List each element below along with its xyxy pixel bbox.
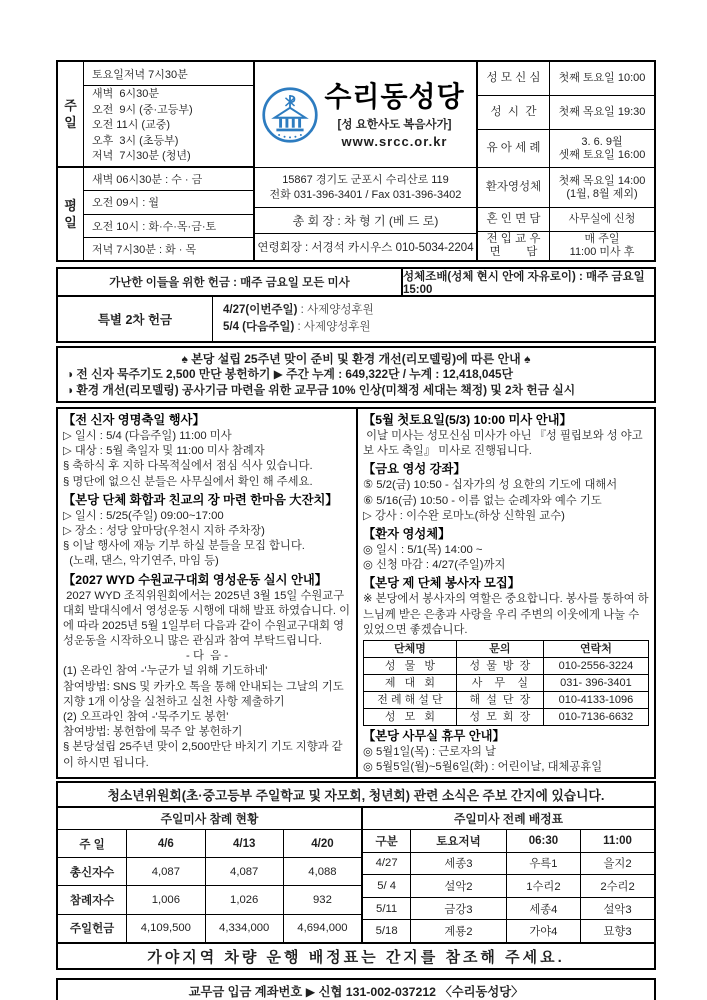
mass-time: 저녁 7시30분 : 화 · 목 <box>92 243 197 256</box>
section-title: 【2027 WYD 수원교구대회 영성운동 실시 안내】 <box>63 572 328 587</box>
group-name: 성 물 방 <box>364 658 457 675</box>
schedule-label: 환자영성체 <box>478 168 550 207</box>
youth-committee-notice: 청소년위원회(초·중고등부 주일학교 및 자모회, 청년회) 관련 소식은 주보 간지에 있습니다. <box>56 781 656 808</box>
cell-value: 을지2 <box>581 852 654 875</box>
mass-time: 오전 09시 : 월 <box>84 191 253 214</box>
section-wyd-movement <box>63 572 351 771</box>
liturgy-table-title: 주일미사 전례 배정표 <box>453 812 564 826</box>
group-name: 전 례 해 설 단 <box>364 692 457 709</box>
table-row <box>58 914 361 942</box>
section-line: 참여방법: SNS 및 카카오 톡을 통해 안내되는 그날의 기도지향 1개 이상을 실천하고 실천 사항 제출하기 <box>63 680 344 708</box>
cell-value: 4,088 <box>283 858 361 886</box>
section-line: ▷ 장소 : 성당 앞마당(우천시 지하 주차장) <box>63 525 265 538</box>
special-offering-desc: : 사제양성후원 <box>294 321 371 333</box>
account-number-notice: 교무금 입금 계좌번호 ▶ 신협 131-002-037212 〈수리동성당〉 <box>56 978 656 1000</box>
right-column <box>358 409 654 777</box>
row-header: 주 일 <box>58 830 127 858</box>
schedule-value: 매 주일 <box>584 233 620 245</box>
section-line: ▷ 강사 : 이수완 로마노(하상 신학원 교수) <box>363 509 565 522</box>
poor-offering-notice: 가난한 이들을 위한 헌금 : 매주 금요일 모든 미사 <box>58 269 403 295</box>
table-row <box>364 692 649 709</box>
church-patron: [성 요한사도 복음사가] <box>337 118 452 131</box>
table-row <box>363 897 654 920</box>
schedule-row <box>478 96 654 130</box>
gaya-shuttle-notice: 가야지역 차량 운행 배정표는 간지를 참조해 주세요. <box>56 944 656 970</box>
cell-value: 4,109,500 <box>127 914 205 942</box>
column-header: 11:00 <box>581 830 654 852</box>
sunday-label-char: 주 <box>64 98 77 113</box>
schedule-value: 첫째 목요일 14:00 <box>558 174 646 187</box>
anniversary-notice-box <box>56 346 656 403</box>
column-header: 토요저녁 <box>411 830 506 852</box>
table-row <box>363 875 654 898</box>
statistics-block <box>56 808 656 944</box>
section-communion-for-sick <box>363 526 649 573</box>
group-name: 성 모 회 <box>364 709 457 726</box>
anniversary-line: ◑ 전 신자 묵주기도 2,500 만단 봉헌하기 ▶ 주간 누계 : 649,322단 / 누계 : 12,418,045단 <box>66 367 514 381</box>
left-column <box>58 409 358 777</box>
cell-value: 설악2 <box>411 875 506 898</box>
anniversary-title: ♠ 본당 설립 25주년 맞이 준비 및 환경 개선(리모델링)에 따른 안내 ♠ <box>181 352 531 366</box>
schedule-row <box>478 130 654 168</box>
table-row <box>363 920 654 942</box>
cell-value: 묘향3 <box>581 920 654 942</box>
offerings-table <box>56 267 656 343</box>
contact-phone: 010-2556-3224 <box>543 658 648 675</box>
table-row <box>363 830 654 852</box>
contact-phone: 031- 396-3401 <box>543 675 648 692</box>
mass-time: 오전 11시 (교중) <box>92 119 170 132</box>
schedule-value: 3. 6. 9월 <box>581 135 623 148</box>
saturday-mass-time: 토요일저녁 7시30분 <box>84 62 253 86</box>
cell-value: 4,087 <box>127 858 205 886</box>
section-title: 【본당 사무실 휴무 안내】 <box>363 729 505 744</box>
cell-value: 1,006 <box>127 886 205 914</box>
section-first-saturday-mass <box>363 412 649 459</box>
special-offering-date: 4/27(이번주일) <box>223 304 298 316</box>
sunday-mass-times <box>84 86 253 166</box>
church-address: 15867 경기도 군포시 수리산로 119 <box>282 174 449 186</box>
schedule-label: 성 시 간 <box>478 96 550 129</box>
church-phone-fax: 전화 031-396-3401 / Fax 031-396-3402 <box>269 188 462 201</box>
schedule-value: 첫째 목요일 19:30 <box>558 106 646 118</box>
contact-title: 성 물 방 장 <box>456 658 543 675</box>
senior-association-president: 연령회장 : 서경석 카시우스 010-5034-2204 <box>257 242 474 254</box>
section-title: 【전 신자 영명축일 행사】 <box>63 413 205 427</box>
column-header: 문의 <box>456 641 543 658</box>
table-row <box>364 675 649 692</box>
announcement-columns <box>56 407 656 779</box>
sunday-label <box>58 62 84 166</box>
section-title: 【환자 영성체】 <box>363 527 451 542</box>
column-header: 4/20 <box>283 830 361 858</box>
weekday-mass-block <box>58 168 253 260</box>
section-line: ▷ 일시 : 5/25(주일) 09:00~17:00 <box>63 509 224 522</box>
section-line: 참여방법: 봉헌함에 묵주 알 봉헌하기 <box>63 726 243 739</box>
special-offering-label: 특별 2차 헌금 <box>58 297 213 341</box>
mass-time: 새벽 6시30분 <box>92 88 159 101</box>
table-row <box>58 886 361 914</box>
church-address-block <box>255 168 476 208</box>
section-line: (1) 온라인 참여 -'누군가 널 위해 기도하네' <box>63 665 268 678</box>
section-line: (2) 오프라인 참여 -'묵주기도 봉헌' <box>63 711 229 724</box>
contact-title: 사 무 실 <box>456 675 543 692</box>
section-title: 【본당 단체 화합과 친교의 장 마련 한마음 大잔치】 <box>63 492 338 507</box>
contact-title: 해 설 단 장 <box>456 692 543 709</box>
row-header: 4/27 <box>363 852 411 875</box>
schedule-row <box>478 62 654 96</box>
section-line: ◎ 5월5일(월)~5월6일(화) : 어린이날, 대체공휴일 <box>363 761 603 774</box>
section-office-closure <box>363 728 649 775</box>
schedule-label: 성 모 신 심 <box>478 62 550 95</box>
row-header: 5/ 4 <box>363 875 411 898</box>
cell-value: 2수리2 <box>581 875 654 898</box>
cell-value: 세종4 <box>506 897 580 920</box>
column-header: 단체명 <box>364 641 457 658</box>
section-paragraph: ※ 본당에서 봉사자의 역할은 중요합니다. 봉사를 통하여 하느님께 받은 은총과 사랑을 우리 주변의 이웃에게 나눌 수 있었으면 좋겠습니다. <box>363 593 649 636</box>
contact-title: 성 모 회 장 <box>456 709 543 726</box>
schedule-value: 사무실에 신청 <box>568 213 636 225</box>
section-line: ◎ 신청 마감 : 4/27(주일)까지 <box>363 559 506 572</box>
table-row <box>364 658 649 675</box>
weekday-label-char: 일 <box>64 215 77 230</box>
schedule-value: 첫째 토요일 10:00 <box>558 72 646 84</box>
adoration-notice: 성체조배(성체 현시 안에 자유로이) : 매주 금요일 15:00 <box>403 271 648 296</box>
parish-president: 총 회 장 : 차 형 기 (베 드 로) <box>255 208 476 234</box>
cell-value: 세종3 <box>411 852 506 875</box>
table-row <box>364 641 649 658</box>
section-volunteer-recruitment <box>363 575 649 726</box>
special-offering-row <box>223 302 654 319</box>
sunday-label-char: 일 <box>64 115 77 130</box>
column-header: 06:30 <box>506 830 580 852</box>
masthead <box>56 60 656 262</box>
section-line: § 이날 행사에 재능 기부 하실 분들을 모집 합니다. <box>63 540 305 553</box>
section-paragraph: 2027 WYD 조직위원회에서는 2025년 3월 15일 수원교구대회 발대식에서 영성운동 시행에 대해 발표 하였습니다. 이에 따라 2025년 5월 1일부터 다음과 같이 수원교구대회 영성운동을 시작하오니 많은 관심과 참여 부탁드립니다. <box>63 589 351 648</box>
cell-value: 계룡2 <box>411 920 506 942</box>
section-title: 【금요 영성 강좌】 <box>363 462 466 477</box>
row-header: 총신자수 <box>58 858 127 886</box>
schedule-label-line: 전 입 교 우 <box>486 233 541 245</box>
cell-value: 1수리2 <box>506 875 580 898</box>
schedule-row <box>478 232 654 260</box>
contact-phone: 010-4133-1096 <box>543 692 648 709</box>
section-line: (노래, 댄스, 악기연주, 마임 등) <box>63 555 219 568</box>
section-parish-festival <box>63 492 351 570</box>
section-line: - 다 음 - <box>186 650 228 663</box>
schedule-row <box>478 168 654 208</box>
schedule-value: 11:00 미사 후 <box>569 246 635 258</box>
group-name: 제 대 회 <box>364 675 457 692</box>
attendance-table-title: 주일미사 참례 현황 <box>58 808 363 829</box>
section-line: ◎ 일시 : 5/1(목) 14:00 ~ <box>363 544 483 557</box>
cell-value: 설악3 <box>581 897 654 920</box>
special-offering-rows <box>213 297 654 341</box>
table-row <box>363 852 654 875</box>
column-header: 연락처 <box>543 641 648 658</box>
cell-value: 932 <box>283 886 361 914</box>
cell-value: 4,694,000 <box>283 914 361 942</box>
special-offering-desc: : 사제양성후원 <box>297 304 374 316</box>
schedule-label: 혼 인 면 담 <box>478 208 550 231</box>
schedule-label <box>478 232 550 260</box>
schedule-value: 셋째 토요일 16:00 <box>558 148 646 161</box>
church-website: www.srcc.or.kr <box>341 133 448 149</box>
mass-times-table <box>58 62 255 260</box>
row-header: 참례자수 <box>58 886 127 914</box>
column-header: 4/6 <box>127 830 205 858</box>
cell-value: 4,087 <box>205 858 283 886</box>
cell-value: 금강3 <box>411 897 506 920</box>
anniversary-line: ◑ 환경 개선(리모델링) 공사기금 마련을 위한 교무금 10% 인상(미책정 세대는 책정) 및 2차 헌금 실시 <box>66 382 576 397</box>
cell-value: 1,026 <box>205 886 283 914</box>
section-title: 【5월 첫토요일(5/3) 10:00 미사 안내】 <box>363 413 572 427</box>
sunday-mass-block <box>58 62 253 168</box>
section-friday-lecture <box>363 461 649 524</box>
church-logo-icon <box>261 86 319 144</box>
section-line: § 축하식 후 지하 다목적실에서 점심 식사 있습니다. <box>63 460 313 473</box>
schedule-value: (1월, 8월 제외) <box>566 187 638 200</box>
row-header: 5/18 <box>363 920 411 942</box>
section-line: ▷ 일시 : 5/4 (다음주일) 11:00 미사 <box>63 430 232 442</box>
volunteer-table <box>363 640 649 726</box>
mass-time: 오후 3시 (초등부) <box>92 134 179 147</box>
table-row <box>364 709 649 726</box>
table-row <box>58 858 361 886</box>
attendance-table <box>58 830 363 942</box>
church-name: 수리동성당 <box>324 80 465 112</box>
weekday-label <box>58 168 84 260</box>
section-paragraph: 이날 미사는 성모신심 미사가 아닌 『성 필립보와 성 야고보 사도 축일』 미사로 진행됩니다. <box>363 430 643 458</box>
column-header: 4/13 <box>205 830 283 858</box>
section-name-day-event <box>63 412 351 490</box>
section-line: § 명단에 없으신 분들은 사무실에서 확인 해 주세요. <box>63 475 313 488</box>
special-offering-date: 5/4 (다음주일) <box>223 321 295 333</box>
church-identity <box>255 62 478 260</box>
section-line: ◎ 5월1일(목) : 근로자의 날 <box>363 746 496 759</box>
section-line: § 본당설립 25주년 맞이 2,500만단 바치기 기도 지향과 같이 하시면 됩니다. <box>63 741 343 769</box>
mass-time: 오전 9시 (중·고등부) <box>92 103 193 116</box>
mass-time: 오전 10시 : 화·수·목·금·토 <box>84 215 253 238</box>
liturgy-assignment-table <box>363 830 654 942</box>
cell-value: 우륵1 <box>506 852 580 875</box>
row-header: 5/11 <box>363 897 411 920</box>
weekday-label-char: 평 <box>64 198 77 213</box>
mass-time: 저녁 7시30분 (청년) <box>92 150 191 163</box>
devotion-schedule-table <box>478 62 654 260</box>
table-row <box>58 830 361 858</box>
column-header: 구분 <box>363 830 411 852</box>
special-offering-row <box>223 319 654 336</box>
schedule-label-line: 면 담 <box>489 246 538 258</box>
section-line: ▷ 대상 : 5월 축일자 및 11:00 미사 참례자 <box>63 445 265 458</box>
cell-value: 가야4 <box>506 920 580 942</box>
cell-value: 4,334,000 <box>205 914 283 942</box>
contact-phone: 010-7136-6632 <box>543 709 648 726</box>
row-header: 주일헌금 <box>58 914 127 942</box>
schedule-row <box>478 208 654 232</box>
schedule-label: 유 아 세 례 <box>478 130 550 167</box>
section-line: ⑤ 5/2(금) 10:50 - 십자가의 성 요한의 기도에 대해서 <box>363 479 618 492</box>
section-line: ⑥ 5/16(금) 10:50 - 이름 없는 순례자와 예수 기도 <box>363 494 602 507</box>
mass-time: 새벽 06시30분 : 수 · 금 <box>84 168 253 191</box>
section-title: 【본당 제 단체 봉사자 모집】 <box>363 576 521 591</box>
brand-block <box>255 62 476 168</box>
